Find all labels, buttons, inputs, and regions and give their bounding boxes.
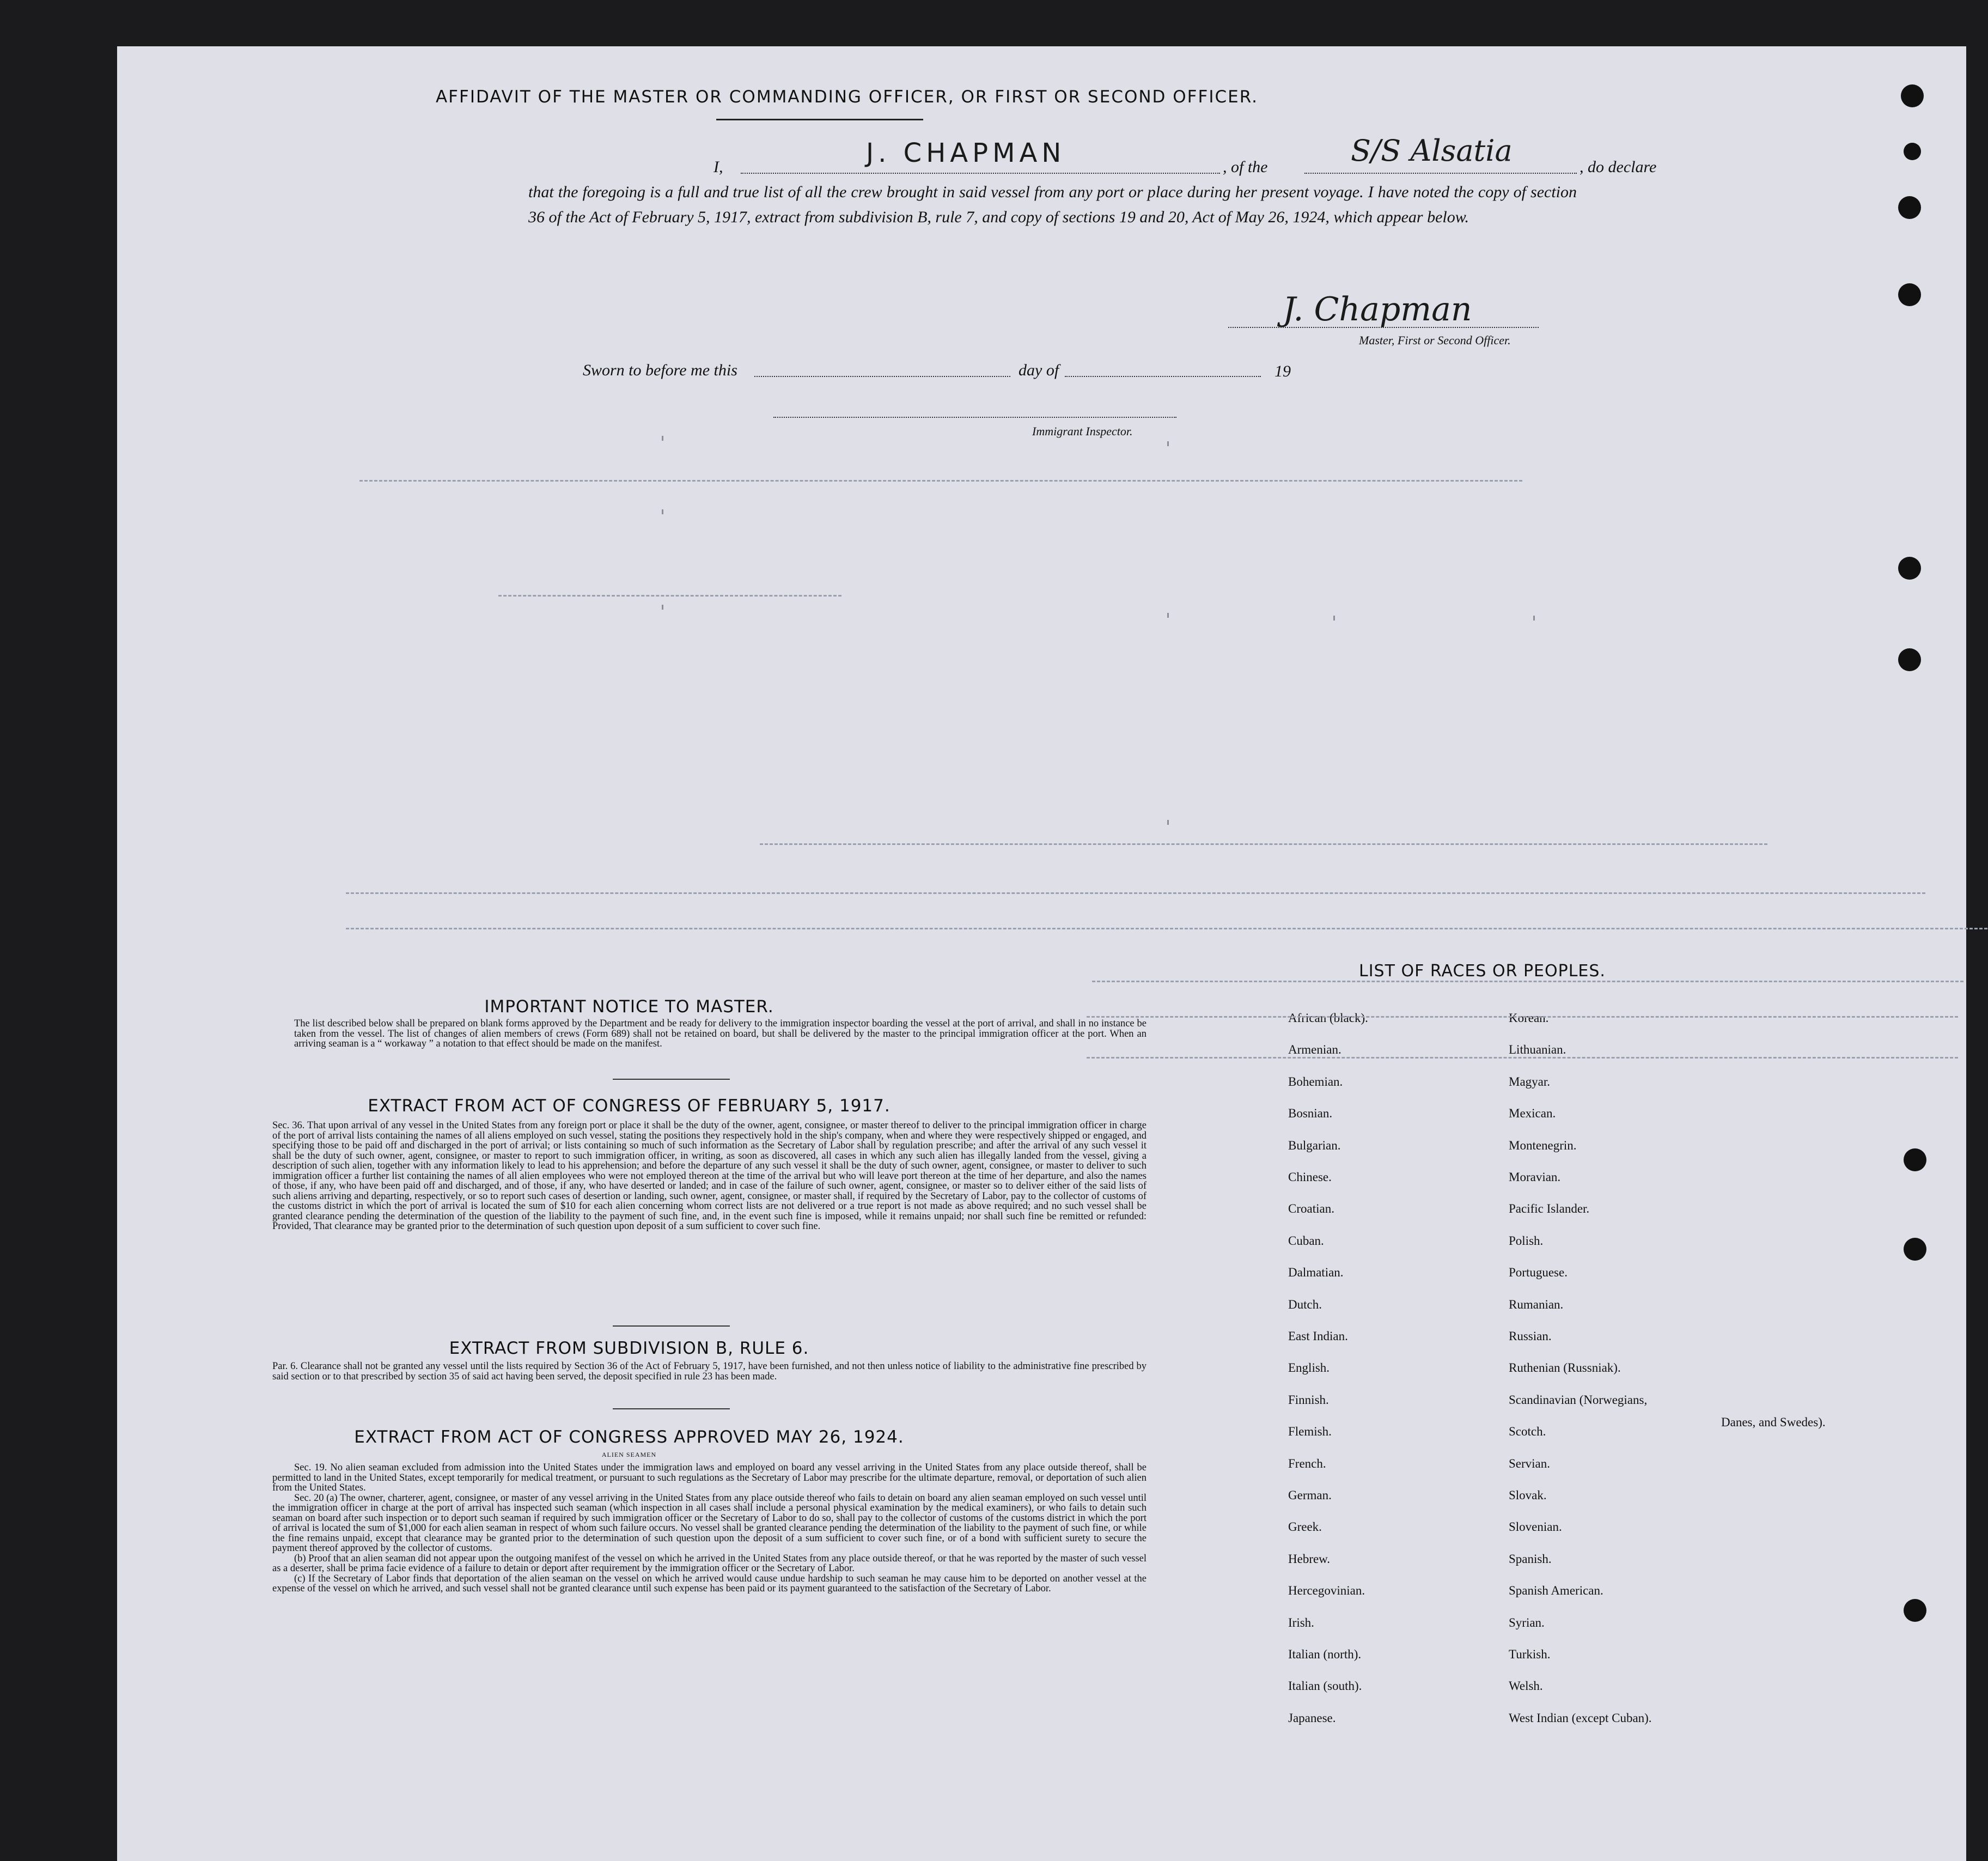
race-item: Cuban. (1288, 1233, 1324, 1248)
race-item: Servian. (1509, 1456, 1551, 1470)
binder-hole (1901, 84, 1924, 107)
inspector-label: Immigrant Inspector. (1032, 424, 1133, 438)
show-through-tick (1167, 441, 1169, 446)
race-item: Scotch. (1509, 1425, 1546, 1439)
race-item: Spanish American. (1509, 1584, 1603, 1598)
extract-1917-text: Sec. 36. That upon arrival of any vessel in the United States from any foreign port or place it shall be the duty of the owner, agent, consignee, or master thereof to deliver to the principal immigration officer in charge of the port of arrival lists containing the names of all aliens employed on such vessel, stating the positions they respectively hold in the ship's company, when and where they were respectively shipped or engaged, and specifying those to be paid off and discharged in the port of arrival; or lists containing so much of such information as the Secretary of Labor shall by regulation prescribe; and after the arrival of any such vessel it shall be the duty of such owner, agent, consignee, or master to report to such immigration officer, in writing, as soon as discovered, all cases in which any such alien has illegally landed from the vessel, giving a description of such alien, together with any information likely to lead to his apprehension; and before the departure of any such vessel it shall be the duty of such owner, agent, consignee, or master to deliver to such immigration officer a further list containing the names of all alien employees who were not employed thereon at the time of the arrival but who will leave port thereon at the time of her departure, and also the names of those, if any, who have been paid off and discharged, and of those, if any, who have deserted or landed; and in case of the failure of such owner, agent, consignee, or master so to deliver either of the said lists of such aliens arriving and departing, respectively, or so to report such cases of desertion or landing, such owner, agent, consignee, or master shall, if required by the Secretary of Labor, pay to the collector of customs of the customs district in which the port of arrival is located the sum of $10 for each alien concerning whom correct lists are not delivered or a true report is not made as above required; and no such vessel shall be granted clearance pending the determination of the question of the liability to the payment of such fine, and, in the event such fine is imposed, while it remains unpaid; nor shall such fine be remitted or refunded: Provided, That clearance may be granted prior to the determination of such question upon deposit of a sum sufficient to cover such fine. (272, 1120, 1147, 1232)
binder-hole (1898, 196, 1921, 219)
race-item: English. (1288, 1361, 1330, 1375)
sworn-prefix: Sworn to before me this (583, 361, 737, 379)
year-prefix: 19 (1274, 362, 1291, 380)
section-divider (613, 1079, 730, 1080)
extract-1924-paragraph: (c) If the Secretary of Labor finds that deportation of the alien seaman on the vessel on which he arrived would cause undue hardship to such seaman he may cause him to be deported on another vessel at the expense of the vessel on which he arrived, and such vessel shall not be granted clearance until such expense has been paid or its payment guaranteed to the satisfaction of the Secretary of Labor. (272, 1573, 1147, 1594)
race-item: Bohemian. (1288, 1074, 1343, 1088)
race-item: Chinese. (1288, 1170, 1332, 1184)
binder-hole (1898, 648, 1921, 671)
show-through-mark (346, 892, 1925, 894)
extract-1924-title: EXTRACT FROM ACT OF CONGRESS APPROVED MAY 26, 1924. (354, 1427, 904, 1447)
race-item: East Indian. (1288, 1329, 1348, 1343)
race-item: Lithuanian. (1509, 1043, 1566, 1057)
race-item: Montenegrin. (1509, 1138, 1577, 1152)
document-page (117, 46, 1966, 1861)
show-through-mark (760, 843, 1767, 845)
show-through-tick (1533, 616, 1535, 621)
race-item: Rumanian. (1509, 1297, 1564, 1311)
race-item: Moravian. (1509, 1170, 1561, 1184)
show-through-mark (346, 928, 1988, 929)
race-item: Bulgarian. (1288, 1138, 1341, 1152)
show-through-mark (359, 480, 1522, 482)
race-item: Welsh. (1509, 1679, 1543, 1693)
race-item: African (black). (1288, 1011, 1368, 1025)
race-item: Bosnian. (1288, 1106, 1333, 1121)
extract-1924-body (272, 1463, 1147, 1594)
vessel-handwritten: S/S Alsatia (1351, 133, 1513, 168)
binder-hole (1898, 557, 1921, 580)
race-item: Hebrew. (1288, 1552, 1331, 1566)
binder-hole (1904, 1599, 1926, 1622)
affidavit-title: AFFIDAVIT OF THE MASTER OR COMMANDING OFFICER, OR FIRST OR SECOND OFFICER. (435, 87, 1259, 107)
extract-1924-paragraph: Sec. 19. No alien seaman excluded from admission into the United States under the immigration laws and employed on board any vessel arriving in the United States from any place outside thereof, shall be permitted to land in the United States, except temporarily for medical treatment, or pursuant to such regulations as the Secretary of Labor may prescribe for the ultimate departure, removal, or deportation of such alien from the United States. (272, 1462, 1147, 1493)
race-item: Portuguese. (1509, 1266, 1568, 1280)
binder-hole (1904, 143, 1921, 160)
race-item: Korean. (1509, 1011, 1549, 1025)
race-item: Dalmatian. (1288, 1266, 1344, 1280)
show-through-tick (1167, 613, 1169, 618)
show-through-tick (662, 509, 663, 514)
sworn-month-line (1065, 376, 1261, 377)
extract-1924-subtitle: ALIEN SEAMEN (601, 1451, 657, 1458)
race-item: Mexican. (1509, 1106, 1556, 1121)
race-item: Hercegovinian. (1288, 1584, 1365, 1598)
signature-label: Master, First or Second Officer. (1359, 333, 1511, 347)
race-item: Spanish. (1509, 1552, 1552, 1566)
races-title: LIST OF RACES OR PEOPLES. (1359, 962, 1606, 981)
show-through-mark (1087, 1016, 1958, 1018)
race-item: Slovenian. (1509, 1520, 1562, 1534)
section-divider (613, 1408, 730, 1409)
extract-rule6-title: EXTRACT FROM SUBDIVISION B, RULE 6. (449, 1339, 809, 1358)
name-field-line (741, 173, 1220, 174)
show-through-tick (1333, 616, 1335, 621)
notice-title: IMPORTANT NOTICE TO MASTER. (484, 997, 774, 1017)
binder-hole (1898, 283, 1921, 306)
section-divider (613, 1325, 730, 1327)
notice-text: The list described below shall be prepared on blank forms approved by the Department and be ready for delivery to the immigration inspector boarding the vessel at the port of arrival, and shall in no instance be taken from the vessel. The list of changes of alien members of crews (Form 689) shall not be retained on board, but shall be delivered by the master to the principal immigration officer at the port. When an arriving seaman is a “ workaway ” a notation to that effect should be made on the manifest. (294, 1018, 1147, 1049)
day-of-label: day of (1019, 361, 1059, 379)
race-item: Armenian. (1288, 1043, 1341, 1057)
signature-line (1228, 327, 1539, 328)
inspector-signature-line (773, 417, 1176, 418)
affidavit-text: that the foregoing is a full and true list of all the crew brought in said vessel from any port or place during her present voyage. I have noted the copy of section 36 of the Act of February 5, 1917, extract from subdivision B, rule 7, and copy of sections 19 and 20, Act of May 26, 1924, which appear below. (528, 183, 1577, 226)
race-item: Pacific Islander. (1509, 1202, 1590, 1216)
race-item: Croatian. (1288, 1202, 1334, 1216)
race-item: Magyar. (1509, 1074, 1551, 1088)
binder-hole (1904, 1238, 1926, 1261)
binder-hole (1904, 1148, 1926, 1171)
extract-1917-title: EXTRACT FROM ACT OF CONGRESS OF FEBRUARY 5, 1917. (368, 1096, 891, 1116)
race-item: Finnish. (1288, 1392, 1329, 1407)
race-item: Polish. (1509, 1233, 1544, 1248)
race-item: Turkish. (1509, 1647, 1551, 1661)
race-item: Greek. (1288, 1520, 1322, 1534)
race-item: Syrian. (1509, 1615, 1545, 1629)
show-through-mark (1092, 981, 1963, 982)
extract-1924-paragraph: (b) Proof that an alien seaman did not appear upon the outgoing manifest of the vessel on which he arrived in the United States from any place outside thereof, or that he was reported by the master of such vessel as a deserter, shall be prima facie evidence of a failure to detain or deport after requirement by the immigration officer or the Secretary of Labor. (272, 1553, 1147, 1574)
sworn-day-line (754, 376, 1010, 377)
signature-handwritten: J. Chapman (1283, 290, 1472, 329)
race-item: Dutch. (1288, 1297, 1322, 1311)
show-through-tick (662, 605, 663, 610)
extract-1924-paragraph: Sec. 20 (a) The owner, charterer, agent, consignee, or master of any vessel arriving in the United States from any place outside thereof who fails to detain on board any alien seaman employed on such vessel until the immigration officer in charge at the port of arrival has inspected such seaman (which inspection in all cases shall include a personal physical examination by the medical examiners), or who fails to detain such seaman on board after such inspection or to deport such seaman if required by such immigration officer or the Secretary of Labor to do so, shall pay to the collector of customs of the customs district in which the port of arrival is located the sum of $1,000 for each alien seaman in respect of whom such failure occurs. No vessel shall be granted clearance pending the determination of the liability to the payment of such fine, or while the fine remains unpaid, except that clearance may be granted prior to the determination of such question upon the deposit of a sum sufficient to cover such fine, or of a bond with sufficient surety to secure the payment thereof approved by the collector of customs. (272, 1492, 1147, 1554)
show-through-mark (1087, 1057, 1958, 1059)
affidavit-i-label: I, (714, 158, 723, 176)
race-item: Japanese. (1288, 1711, 1336, 1725)
of-the-label: , of the (1223, 158, 1268, 176)
race-item: Scandinavian (Norwegians, (1509, 1392, 1648, 1407)
race-item: Irish. (1288, 1615, 1314, 1629)
show-through-tick (1167, 820, 1169, 825)
race-item: French. (1288, 1456, 1326, 1470)
race-item: Russian. (1509, 1329, 1552, 1343)
show-through-tick (662, 436, 663, 441)
race-item-continuation: Danes, and Swedes). (1721, 1415, 1826, 1429)
race-item: Ruthenian (Russniak). (1509, 1361, 1621, 1375)
race-item: Slovak. (1509, 1488, 1547, 1502)
race-item: Italian (south). (1288, 1679, 1362, 1693)
show-through-mark (498, 595, 841, 597)
extract-rule6-text: Par. 6. Clearance shall not be granted any vessel until the lists required by Section 36 of the Act of February 5, 1917, have been furnished, and not then unless notice of liability to the administrative fine prescribed by said section or to that prescribed by section 35 of said act having been served, the deposit specified in rule 23 has been made. (272, 1361, 1147, 1382)
name-handwritten: J. CHAPMAN (866, 138, 1066, 168)
vessel-field-line (1304, 173, 1577, 174)
do-declare-label: , do declare (1580, 158, 1657, 176)
title-rule (716, 119, 923, 120)
race-item: Flemish. (1288, 1425, 1332, 1439)
race-item: Italian (north). (1288, 1647, 1362, 1661)
race-item: West Indian (except Cuban). (1509, 1711, 1652, 1725)
race-item: German. (1288, 1488, 1332, 1502)
